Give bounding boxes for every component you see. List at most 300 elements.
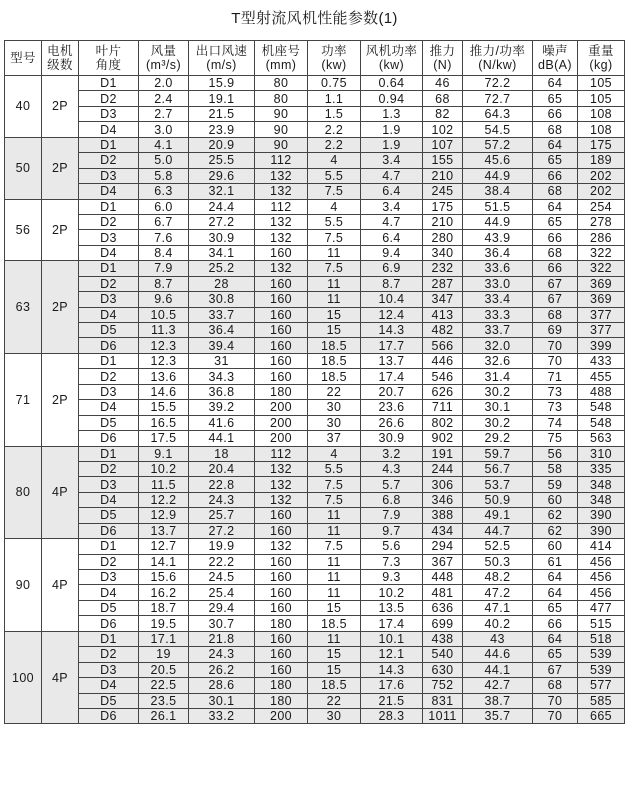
table-row <box>5 400 625 415</box>
table-cell: 64 <box>533 199 578 214</box>
table-cell: D3 <box>79 570 139 585</box>
table-cell: D3 <box>79 168 139 183</box>
table-cell: 105 <box>578 76 625 91</box>
table-cell: 30.9 <box>189 230 255 245</box>
table-cell: 287 <box>423 276 463 291</box>
table-cell: 481 <box>423 585 463 600</box>
table-cell: 70 <box>533 353 578 368</box>
column-header-text: (N) <box>433 58 452 72</box>
table-cell: 14.6 <box>139 384 189 399</box>
table-cell: 60 <box>533 539 578 554</box>
table-cell: 58 <box>533 461 578 476</box>
table-cell: D4 <box>79 492 139 507</box>
table-cell: 46 <box>423 76 463 91</box>
table-cell: 434 <box>423 523 463 538</box>
table-cell: 626 <box>423 384 463 399</box>
table-cell: D4 <box>79 400 139 415</box>
table-cell: 16.2 <box>139 585 189 600</box>
table-cell: 11 <box>308 554 361 569</box>
table-cell: 74 <box>533 415 578 430</box>
table-cell: 200 <box>255 400 308 415</box>
motor-poles-cell: 2P <box>42 137 79 199</box>
table-cell: 112 <box>255 199 308 214</box>
column-header <box>463 41 533 76</box>
table-cell: 112 <box>255 446 308 461</box>
table-cell: 37 <box>308 431 361 446</box>
table-cell: 67 <box>533 662 578 677</box>
table-cell: 518 <box>578 631 625 646</box>
table-cell: 515 <box>578 616 625 631</box>
table-cell: 160 <box>255 585 308 600</box>
table-cell: 68 <box>423 91 463 106</box>
table-cell: 64 <box>533 585 578 600</box>
table-cell: D2 <box>79 91 139 106</box>
table-cell: 1.1 <box>308 91 361 106</box>
table-cell: D6 <box>79 338 139 353</box>
table-cell: 7.6 <box>139 230 189 245</box>
table-cell: 12.4 <box>361 307 423 322</box>
table-cell: 5.8 <box>139 168 189 183</box>
table-cell: 70 <box>533 708 578 723</box>
table-row <box>5 261 625 276</box>
table-cell: 47.1 <box>463 600 533 615</box>
table-row <box>5 76 625 91</box>
table-cell: 18.5 <box>308 338 361 353</box>
table-cell: 5.5 <box>308 461 361 476</box>
column-header <box>361 41 423 76</box>
column-header-text: 机座号 <box>261 44 301 58</box>
table-cell: 44.9 <box>463 214 533 229</box>
table-cell: 446 <box>423 353 463 368</box>
table-cell: 14.3 <box>361 323 423 338</box>
table-row <box>5 415 625 430</box>
table-cell: 9.4 <box>361 245 423 260</box>
table-row <box>5 616 625 631</box>
table-cell: 9.1 <box>139 446 189 461</box>
table-row <box>5 384 625 399</box>
table-cell: 38.7 <box>463 693 533 708</box>
table-row <box>5 323 625 338</box>
table-cell: D5 <box>79 508 139 523</box>
table-cell: 286 <box>578 230 625 245</box>
table-cell: 340 <box>423 245 463 260</box>
table-cell: 10.4 <box>361 292 423 307</box>
table-cell: 14.1 <box>139 554 189 569</box>
table-cell: 6.4 <box>361 230 423 245</box>
table-cell: D3 <box>79 477 139 492</box>
table-cell: 59 <box>533 477 578 492</box>
table-cell: 6.3 <box>139 184 189 199</box>
table-cell: 61 <box>533 554 578 569</box>
table-cell: D1 <box>79 631 139 646</box>
table-cell: D6 <box>79 523 139 538</box>
table-cell: 26.1 <box>139 708 189 723</box>
model-cell: 56 <box>5 199 42 261</box>
table-row <box>5 122 625 137</box>
table-cell: 12.9 <box>139 508 189 523</box>
table-cell: 548 <box>578 400 625 415</box>
table-cell: 68 <box>533 184 578 199</box>
motor-poles-cell: 2P <box>42 199 79 261</box>
motor-poles-cell: 4P <box>42 539 79 632</box>
table-cell: D1 <box>79 446 139 461</box>
table-cell: 36.4 <box>189 323 255 338</box>
table-header <box>5 41 625 76</box>
table-cell: 160 <box>255 307 308 322</box>
table-row <box>5 631 625 646</box>
table-cell: 57.2 <box>463 137 533 152</box>
table-cell: D5 <box>79 693 139 708</box>
table-cell: 102 <box>423 122 463 137</box>
table-cell: 24.5 <box>189 570 255 585</box>
table-cell: 65 <box>533 91 578 106</box>
table-cell: D5 <box>79 600 139 615</box>
table-cell: 33.6 <box>463 261 533 276</box>
table-cell: 11 <box>308 631 361 646</box>
table-cell: 132 <box>255 461 308 476</box>
table-cell: 456 <box>578 554 625 569</box>
table-row <box>5 431 625 446</box>
table-cell: 6.8 <box>361 492 423 507</box>
table-row <box>5 214 625 229</box>
table-cell: 41.6 <box>189 415 255 430</box>
table-cell: 160 <box>255 600 308 615</box>
table-cell: 15 <box>308 323 361 338</box>
table-cell: 563 <box>578 431 625 446</box>
table-cell: 10.2 <box>361 585 423 600</box>
table-cell: 10.2 <box>139 461 189 476</box>
table-cell: 33.7 <box>463 323 533 338</box>
column-header-text: 出口风速 <box>195 44 248 58</box>
table-cell: 1.5 <box>308 106 361 121</box>
table-cell: 23.6 <box>361 400 423 415</box>
table-cell: 160 <box>255 338 308 353</box>
table-cell: 65 <box>533 647 578 662</box>
column-header-text: 风量 <box>150 44 177 58</box>
table-row <box>5 600 625 615</box>
column-header <box>5 41 42 76</box>
table-cell: 160 <box>255 631 308 646</box>
table-cell: 5.5 <box>308 214 361 229</box>
table-cell: 577 <box>578 678 625 693</box>
table-cell: 90 <box>255 122 308 137</box>
table-cell: 30.8 <box>189 292 255 307</box>
table-cell: 254 <box>578 199 625 214</box>
table-cell: 244 <box>423 461 463 476</box>
column-header-text: (kg) <box>589 58 613 72</box>
table-cell: D5 <box>79 415 139 430</box>
table-cell: 24.3 <box>189 492 255 507</box>
table-cell: 32.6 <box>463 353 533 368</box>
table-cell: 29.4 <box>189 600 255 615</box>
table-cell: 8.4 <box>139 245 189 260</box>
table-cell: 30.9 <box>361 431 423 446</box>
table-cell: D4 <box>79 122 139 137</box>
table-cell: 160 <box>255 570 308 585</box>
table-cell: 388 <box>423 508 463 523</box>
table-cell: 15.5 <box>139 400 189 415</box>
table-cell: 6.7 <box>139 214 189 229</box>
table-cell: 90 <box>255 137 308 152</box>
table-cell: 1.3 <box>361 106 423 121</box>
table-cell: 200 <box>255 708 308 723</box>
table-cell: 210 <box>423 214 463 229</box>
table-cell: 33.3 <box>463 307 533 322</box>
table-cell: 2.2 <box>308 122 361 137</box>
table-cell: D1 <box>79 76 139 91</box>
table-cell: 2.0 <box>139 76 189 91</box>
table-cell: 13.5 <box>361 600 423 615</box>
table-cell: 62 <box>533 523 578 538</box>
table-cell: 18.5 <box>308 369 361 384</box>
table-cell: 377 <box>578 307 625 322</box>
table-cell: 11 <box>308 508 361 523</box>
table-cell: 33.7 <box>189 307 255 322</box>
table-cell: 180 <box>255 693 308 708</box>
table-cell: 477 <box>578 600 625 615</box>
table-cell: 12.2 <box>139 492 189 507</box>
table-cell: 13.6 <box>139 369 189 384</box>
table-cell: 105 <box>578 91 625 106</box>
table-cell: 630 <box>423 662 463 677</box>
table-cell: D1 <box>79 539 139 554</box>
table-cell: 160 <box>255 323 308 338</box>
column-header-text: 风机功率 <box>365 44 418 58</box>
table-cell: 348 <box>578 492 625 507</box>
table-cell: 17.7 <box>361 338 423 353</box>
table-cell: 24.3 <box>189 647 255 662</box>
table-cell: 5.5 <box>308 168 361 183</box>
table-cell: 33.4 <box>463 292 533 307</box>
table-cell: 160 <box>255 508 308 523</box>
table-cell: 64 <box>533 570 578 585</box>
table-cell: 11 <box>308 292 361 307</box>
motor-poles-cell: 4P <box>42 446 79 539</box>
table-cell: 346 <box>423 492 463 507</box>
table-cell: 160 <box>255 353 308 368</box>
table-cell: 433 <box>578 353 625 368</box>
table-cell: 28.3 <box>361 708 423 723</box>
table-cell: 33.0 <box>463 276 533 291</box>
table-body <box>5 76 625 724</box>
table-cell: 73 <box>533 384 578 399</box>
table-cell: 4.7 <box>361 168 423 183</box>
table-cell: 64.3 <box>463 106 533 121</box>
table-row <box>5 678 625 693</box>
table-cell: D4 <box>79 585 139 600</box>
table-cell: 13.7 <box>361 353 423 368</box>
column-header <box>189 41 255 76</box>
table-cell: 11.5 <box>139 477 189 492</box>
table-cell: 108 <box>578 122 625 137</box>
table-cell: 15 <box>308 307 361 322</box>
table-cell: 16.5 <box>139 415 189 430</box>
model-cell: 71 <box>5 353 42 446</box>
table-row <box>5 693 625 708</box>
table-cell: 310 <box>578 446 625 461</box>
column-header-text: 电机 <box>47 44 73 58</box>
table-cell: 68 <box>533 122 578 137</box>
table-cell: 280 <box>423 230 463 245</box>
table-cell: 456 <box>578 570 625 585</box>
table-row <box>5 307 625 322</box>
table-cell: 7.5 <box>308 184 361 199</box>
table-cell: 66 <box>533 261 578 276</box>
table-cell: 8.7 <box>361 276 423 291</box>
table-cell: 17.6 <box>361 678 423 693</box>
table-cell: 245 <box>423 184 463 199</box>
table-cell: 64 <box>533 76 578 91</box>
table-cell: 10.1 <box>361 631 423 646</box>
table-row <box>5 492 625 507</box>
table-cell: 4.3 <box>361 461 423 476</box>
column-header-text: 重量 <box>588 44 614 58</box>
table-cell: 43.9 <box>463 230 533 245</box>
table-cell: 22.2 <box>189 554 255 569</box>
table-cell: 0.64 <box>361 76 423 91</box>
table-cell: 3.4 <box>361 153 423 168</box>
table-cell: 22.5 <box>139 678 189 693</box>
column-header <box>255 41 308 76</box>
table-cell: 42.7 <box>463 678 533 693</box>
table-cell: 65 <box>533 214 578 229</box>
table-cell: 2.4 <box>139 91 189 106</box>
table-cell: 48.2 <box>463 570 533 585</box>
table-cell: 45.6 <box>463 153 533 168</box>
table-cell: 11.3 <box>139 323 189 338</box>
table-cell: 665 <box>578 708 625 723</box>
table-cell: 15 <box>308 662 361 677</box>
table-cell: 22 <box>308 693 361 708</box>
table-row <box>5 106 625 121</box>
column-header-text: 叶片 <box>95 44 122 58</box>
table-cell: 65 <box>533 600 578 615</box>
model-cell: 90 <box>5 539 42 632</box>
table-cell: 155 <box>423 153 463 168</box>
table-cell: D2 <box>79 369 139 384</box>
table-cell: 191 <box>423 446 463 461</box>
table-cell: 210 <box>423 168 463 183</box>
table-cell: 28 <box>189 276 255 291</box>
column-header <box>308 41 361 76</box>
table-cell: 413 <box>423 307 463 322</box>
table-cell: 4 <box>308 199 361 214</box>
table-cell: 52.5 <box>463 539 533 554</box>
table-cell: 27.2 <box>189 523 255 538</box>
table-cell: 752 <box>423 678 463 693</box>
table-cell: 72.2 <box>463 76 533 91</box>
table-cell: 5.0 <box>139 153 189 168</box>
page-title: T型射流风机性能参数(1) <box>231 10 398 27</box>
table-cell: 11 <box>308 245 361 260</box>
table-cell: 7.5 <box>308 477 361 492</box>
table-cell: 2.2 <box>308 137 361 152</box>
table-cell: D2 <box>79 461 139 476</box>
column-header-text: (mm) <box>265 58 297 72</box>
table-cell: 160 <box>255 292 308 307</box>
table-cell: 36.4 <box>463 245 533 260</box>
table-cell: 347 <box>423 292 463 307</box>
column-header <box>578 41 625 76</box>
table-cell: 44.6 <box>463 647 533 662</box>
table-cell: 51.5 <box>463 199 533 214</box>
table-cell: 30 <box>308 708 361 723</box>
table-cell: D2 <box>79 276 139 291</box>
table-cell: 7.5 <box>308 492 361 507</box>
table-cell: 4.7 <box>361 214 423 229</box>
table-row <box>5 554 625 569</box>
table-cell: 38.4 <box>463 184 533 199</box>
table-cell: 64 <box>533 631 578 646</box>
table-cell: 4 <box>308 153 361 168</box>
table-cell: 202 <box>578 168 625 183</box>
table-cell: 44.1 <box>463 662 533 677</box>
table-cell: 0.94 <box>361 91 423 106</box>
column-header-text: 噪声 <box>542 44 568 58</box>
table-cell: 9.7 <box>361 523 423 538</box>
table-cell: 60 <box>533 492 578 507</box>
table-cell: 10.5 <box>139 307 189 322</box>
table-cell: 4.1 <box>139 137 189 152</box>
table-cell: D3 <box>79 662 139 677</box>
table-cell: 66 <box>533 230 578 245</box>
table-row <box>5 477 625 492</box>
table-cell: D6 <box>79 431 139 446</box>
table-cell: 540 <box>423 647 463 662</box>
table-cell: 15.6 <box>139 570 189 585</box>
table-cell: 75 <box>533 431 578 446</box>
table-cell: D1 <box>79 199 139 214</box>
table-cell: 68 <box>533 678 578 693</box>
table-cell: 202 <box>578 184 625 199</box>
table-cell: 56 <box>533 446 578 461</box>
column-header <box>139 41 189 76</box>
table-cell: 306 <box>423 477 463 492</box>
table-cell: 20.4 <box>189 461 255 476</box>
table-cell: 1.9 <box>361 137 423 152</box>
column-header-text: (m/s) <box>206 58 237 72</box>
table-cell: 35.7 <box>463 708 533 723</box>
table-cell: 31.4 <box>463 369 533 384</box>
table-cell: 69 <box>533 323 578 338</box>
table-row <box>5 137 625 152</box>
table-cell: D2 <box>79 647 139 662</box>
table-cell: 232 <box>423 261 463 276</box>
table-cell: 66 <box>533 106 578 121</box>
table-cell: 636 <box>423 600 463 615</box>
table-cell: D6 <box>79 708 139 723</box>
column-header-text: dB(A) <box>538 58 572 72</box>
table-cell: 19.9 <box>189 539 255 554</box>
table-cell: 70 <box>533 338 578 353</box>
table-cell: 32.1 <box>189 184 255 199</box>
table-cell: 21.5 <box>189 106 255 121</box>
table-row <box>5 230 625 245</box>
table-cell: 73 <box>533 400 578 415</box>
table-cell: D1 <box>79 261 139 276</box>
column-header-text: (kw) <box>378 58 405 72</box>
column-header <box>423 41 463 76</box>
table-cell: 539 <box>578 647 625 662</box>
table-cell: 456 <box>578 585 625 600</box>
table-cell: 132 <box>255 492 308 507</box>
table-cell: 40.2 <box>463 616 533 631</box>
table-row <box>5 539 625 554</box>
table-cell: 369 <box>578 276 625 291</box>
table-cell: 831 <box>423 693 463 708</box>
table-cell: 335 <box>578 461 625 476</box>
table-cell: 160 <box>255 245 308 260</box>
